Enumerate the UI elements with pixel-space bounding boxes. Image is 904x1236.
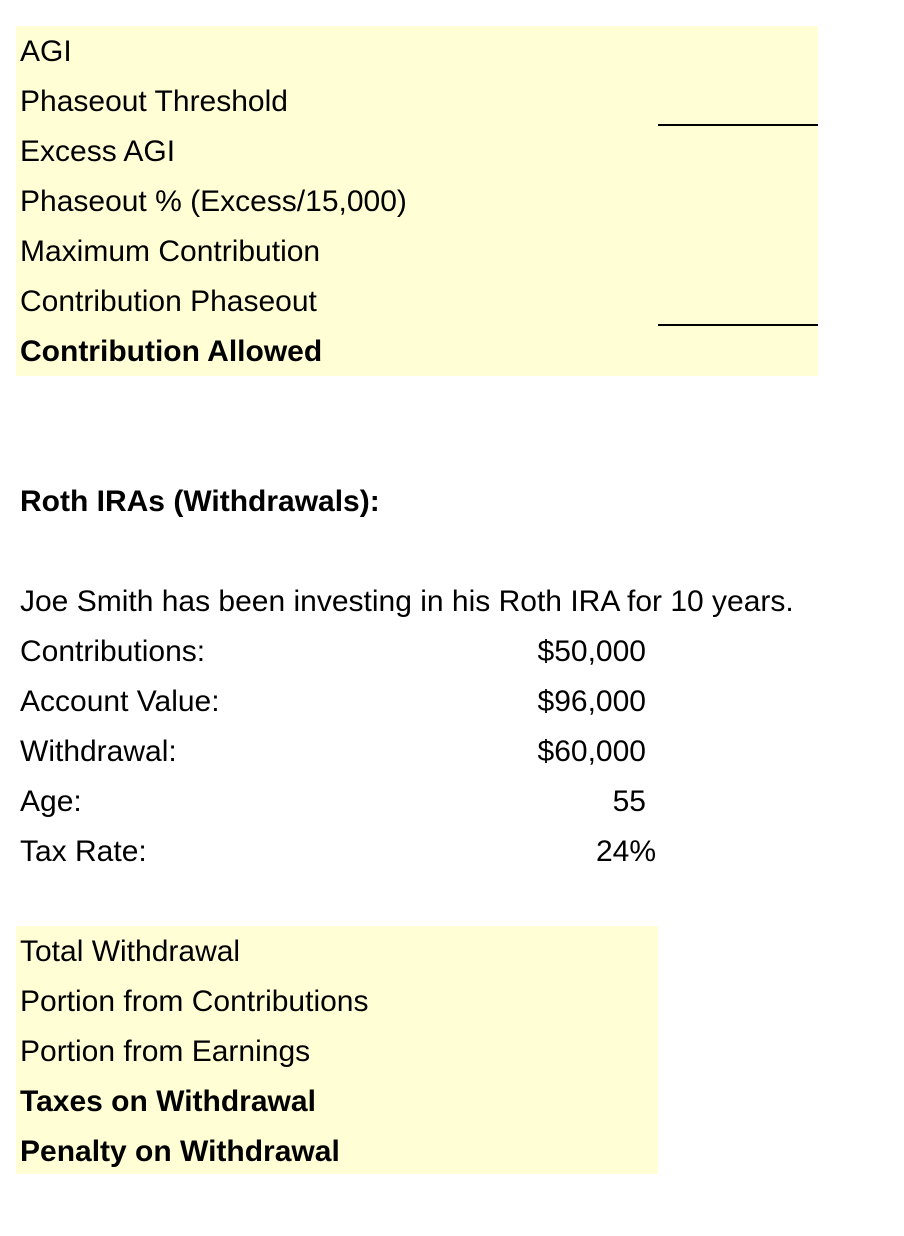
maximum-contribution-label: Maximum Contribution (20, 235, 321, 268)
contributions-input-value: $50,000 (537, 635, 646, 668)
contribution-phaseout-underline (658, 324, 818, 326)
tax-rate-label: Tax Rate: (20, 835, 147, 868)
contribution-allowed-label: Contribution Allowed (20, 335, 323, 368)
phaseout-threshold-underline (658, 124, 818, 126)
withdrawal-input-value: $60,000 (537, 735, 646, 768)
age-value: 55 (612, 785, 646, 818)
portion-contributions-label: Portion from Contributions (20, 985, 369, 1018)
portion-earnings-label: Portion from Earnings (20, 1035, 311, 1068)
age-label: Age: (20, 785, 82, 818)
phaseout-percent-label: Phaseout % (Excess/15,000) (20, 185, 407, 218)
penalty-on-withdrawal-label: Penalty on Withdrawal (20, 1135, 340, 1168)
withdrawal-input-label: Withdrawal: (20, 735, 177, 768)
contributions-input-label: Contributions: (20, 635, 206, 668)
agi-label: AGI (20, 35, 72, 68)
account-value-label: Account Value: (20, 685, 220, 718)
taxes-on-withdrawal-label: Taxes on Withdrawal (20, 1085, 316, 1118)
scenario-description: Joe Smith has been investing in his Roth IRA for 10 years. (20, 585, 794, 618)
tax-rate-value: 24% (595, 835, 656, 868)
excess-agi-label: Excess AGI (20, 135, 176, 168)
total-withdrawal-label: Total Withdrawal (20, 935, 241, 968)
contribution-phaseout-label: Contribution Phaseout (20, 285, 317, 318)
phaseout-threshold-label: Phaseout Threshold (20, 85, 288, 118)
account-value-value: $96,000 (537, 685, 646, 718)
roth-withdrawals-heading: Roth IRAs (Withdrawals): (20, 485, 380, 518)
